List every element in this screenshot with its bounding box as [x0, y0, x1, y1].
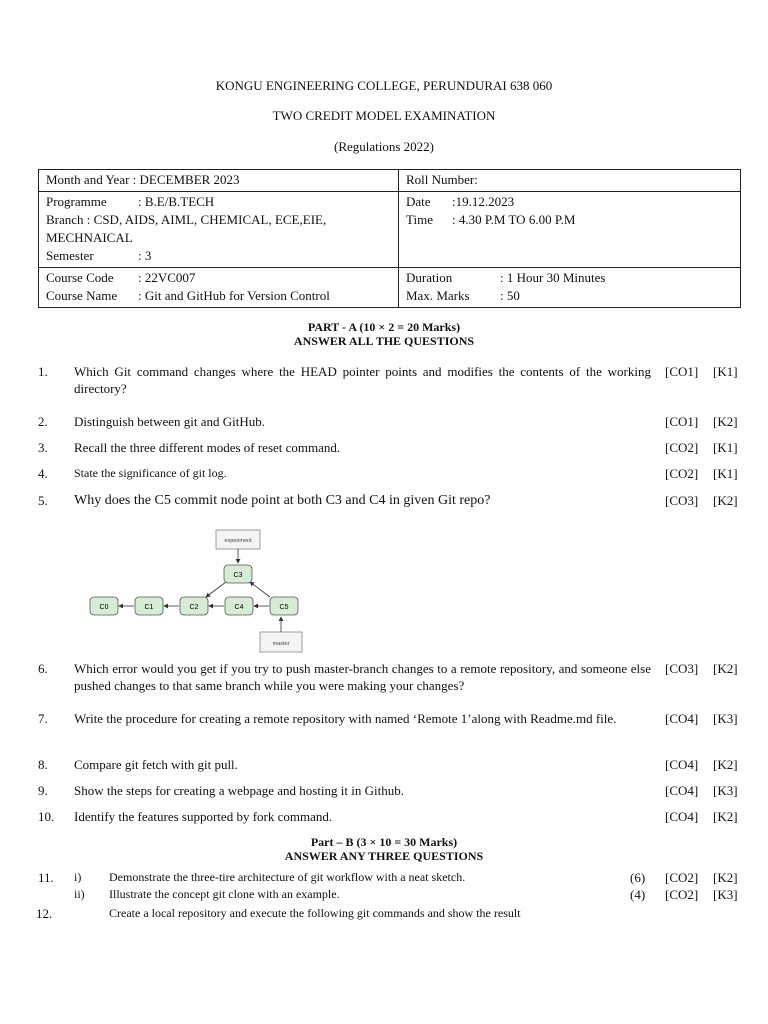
commit-c2 [180, 597, 208, 615]
question-co: [CO1] [665, 364, 699, 379]
part-b-title: Part – B (3 × 10 = 30 Marks) [310, 835, 458, 849]
question-text: Show the steps for creating a webpage and hosting it in Github. [74, 783, 404, 798]
programme-cell [39, 192, 399, 268]
question-k: [K2] [713, 870, 738, 885]
time-label: Time [406, 212, 433, 227]
question-number: 11. [38, 870, 54, 885]
part-a-subtitle: ANSWER ALL THE QUESTIONS [293, 334, 475, 348]
question-co: [CO4] [665, 711, 699, 726]
course-name-value: : Git and GitHub for Version Control [138, 288, 330, 303]
question-marks: (6) [630, 870, 646, 885]
question-co: [CO3] [665, 661, 699, 676]
sub-question-label: i) [74, 870, 82, 884]
question-text: Distinguish between git and GitHub. [74, 414, 266, 429]
semester-label: Semester [46, 248, 94, 263]
exam-info-table [38, 169, 741, 308]
question-text: Create a local repository and execute the following git commands and show the result [109, 906, 521, 920]
question-k: [K2] [713, 757, 738, 772]
question-co: [CO3] [665, 493, 699, 508]
duration-cell [399, 268, 741, 308]
question-number: 3. [38, 440, 48, 455]
question-text: State the significance of git log. [74, 466, 227, 480]
course-cell [39, 268, 399, 308]
regulations: (Regulations 2022) [333, 139, 434, 154]
question-co: [CO1] [665, 414, 699, 429]
question-text: Identify the features supported by fork command. [74, 809, 333, 824]
question-co: [CO4] [665, 757, 699, 772]
commit-c3-label: C3 [233, 572, 243, 579]
commit-c2-label: C2 [189, 604, 199, 611]
question-text: Write the procedure for creating a remote repository with named ‘Remote 1’along with Readme.md file. [74, 711, 617, 726]
date-label: Date [406, 194, 431, 209]
question-number: 4. [38, 466, 48, 481]
question-text: Which error would you get if you try to push master-branch changes to a remote repository, and someone else pushed changes to that same branch while you were making your changes? [74, 661, 651, 693]
question-text: Demonstrate the three-tire architecture of git workflow with a neat sketch. [109, 870, 466, 884]
arrow-c3-c2 [206, 582, 226, 597]
semester-value: : 3 [138, 248, 152, 263]
commit-c0 [90, 597, 118, 615]
question-number: 5. [38, 493, 48, 508]
commit-c0-label: C0 [99, 604, 109, 611]
experiment-branch-label: experiment [224, 538, 252, 544]
sub-question-label: ii) [74, 887, 85, 901]
duration-value: : 1 Hour 30 Minutes [500, 270, 606, 285]
question-co: [CO4] [665, 783, 699, 798]
question-number: 12. [36, 906, 53, 921]
commit-c5-label: C5 [279, 604, 289, 611]
part-a-title: PART - A (10 × 2 = 20 Marks) [307, 320, 461, 334]
question-k: [K2] [713, 414, 738, 429]
date-value: :19.12.2023 [452, 194, 515, 209]
arrow-c5-c3 [250, 582, 270, 597]
commit-c1-label: C1 [144, 604, 154, 611]
question-co: [CO2] [665, 887, 699, 902]
commit-c4-label: C4 [234, 604, 244, 611]
master-branch-label: master [272, 641, 290, 647]
question-k: [K3] [713, 887, 738, 902]
question-k: [K1] [713, 466, 738, 481]
course-code-value: : 22VC007 [138, 270, 196, 285]
programme-label: Programme [46, 194, 107, 209]
date-time-cell [399, 192, 741, 268]
branch: Branch : CSD, AIDS, AIML, CHEMICAL, ECE,EIE, MECHNAICAL [46, 212, 327, 245]
max-marks-value: : 50 [500, 288, 520, 303]
question-k: [K1] [713, 440, 738, 455]
commit-c5 [270, 597, 298, 615]
question-co: [CO2] [665, 870, 699, 885]
question-k: [K3] [713, 711, 738, 726]
time-value: : 4.30 P.M TO 6.00 P.M [452, 212, 576, 227]
duration-label: Duration [406, 270, 453, 285]
question-text: Recall the three different modes of reset command. [74, 440, 341, 455]
part-b-subtitle: ANSWER ANY THREE QUESTIONS [284, 849, 484, 863]
question-co: [CO2] [665, 440, 699, 455]
question-number: 7. [38, 711, 48, 726]
question-k: [K2] [713, 661, 738, 676]
exam-title: TWO CREDIT MODEL EXAMINATION [272, 108, 496, 123]
commit-c1 [135, 597, 163, 615]
question-k: [K2] [713, 809, 738, 824]
commit-c3 [224, 565, 252, 583]
question-text: Compare git fetch with git pull. [74, 757, 238, 772]
question-number: 9. [38, 783, 48, 798]
question-number: 1. [38, 364, 48, 379]
question-k: [K1] [713, 364, 738, 379]
question-number: 8. [38, 757, 48, 772]
college-name: KONGU ENGINEERING COLLEGE, PERUNDURAI 638 060 [215, 78, 553, 93]
question-co: [CO2] [665, 466, 699, 481]
commit-c4 [225, 597, 253, 615]
course-code-label: Course Code [46, 270, 114, 285]
month-year: Month and Year : DECEMBER 2023 [39, 170, 399, 192]
roll-number: Roll Number: [399, 170, 741, 192]
max-marks-label: Max. Marks [406, 288, 470, 303]
course-name-label: Course Name [46, 288, 118, 303]
git-commit-diagram [86, 527, 308, 655]
question-marks: (4) [630, 887, 646, 902]
question-number: 6. [38, 661, 48, 676]
question-k: [K3] [713, 783, 738, 798]
question-number: 10. [38, 809, 55, 824]
question-text: Which Git command changes where the HEAD pointer points and modifies the contents of the working directory? [74, 364, 651, 396]
question-text: Illustrate the concept git clone with an example. [109, 887, 340, 901]
question-number: 2. [38, 414, 48, 429]
question-co: [CO4] [665, 809, 699, 824]
programme-value: : B.E/B.TECH [138, 194, 215, 209]
question-k: [K2] [713, 493, 738, 508]
question-text: Why does the C5 commit node point at both C3 and C4 in given Git repo? [74, 493, 491, 508]
